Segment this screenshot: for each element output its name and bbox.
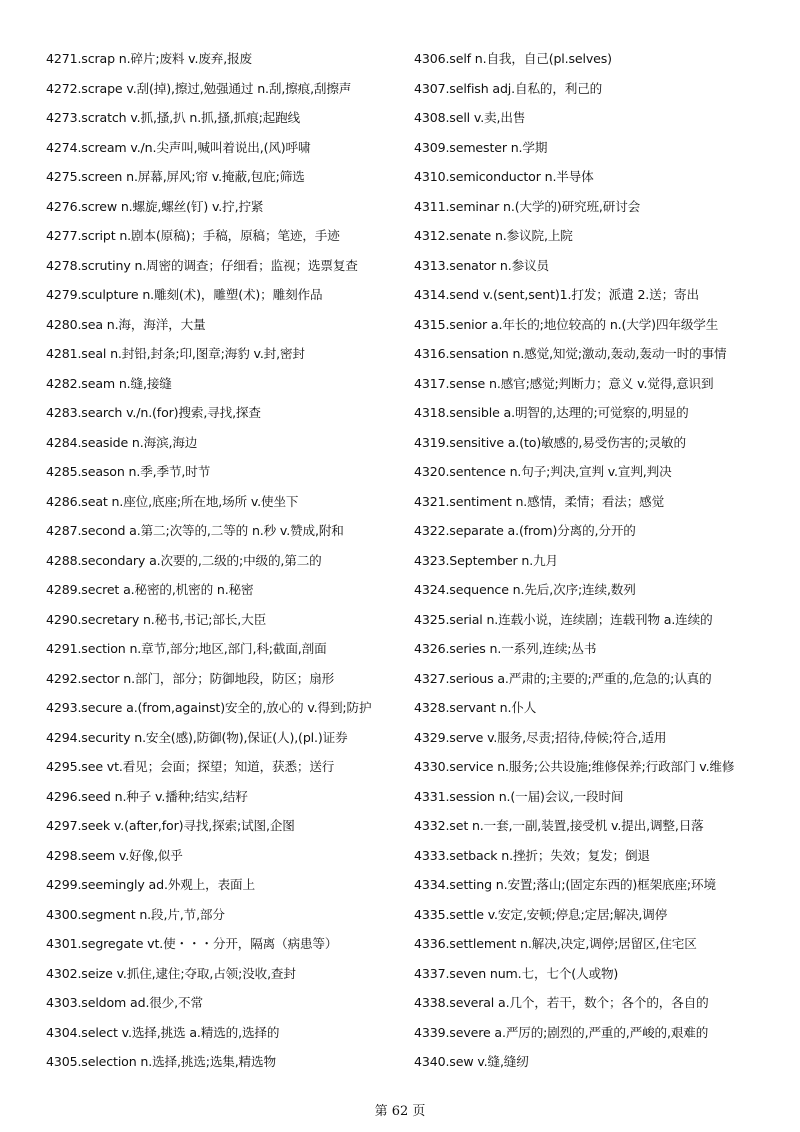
vocab-entry: 4301.segregate vt.使・・・分开，隔离（病患等）: [46, 936, 338, 951]
vocab-entry: 4307.selfish adj.自私的，利己的: [414, 80, 603, 96]
vocab-entry: 4302.seize v.抓住,逮住;夺取,占领;没收,查封: [46, 965, 296, 981]
vocab-entry: 4334.setting n.安置;落山;(固定东西的)框架底座;环境: [414, 877, 716, 892]
vocab-entry: 4277.script n.剧本(原稿)；手稿，原稿；笔迹，手迹: [46, 228, 340, 243]
vocab-entry: 4276.screw n.螺旋,螺丝(钉) v.拧,拧紧: [46, 198, 264, 214]
page-number: 第 62 页: [374, 1104, 426, 1119]
vocab-entry: 4290.secretary n.秘书,书记;部长,大臣: [46, 611, 267, 627]
vocab-entry: 4304.select v.选择,挑选 a.精选的,选择的: [46, 1024, 280, 1040]
vocab-entry: 4284.seaside n.海滨,海边: [46, 434, 198, 450]
vocab-entry: 4303.seldom ad.很少,不常: [46, 995, 203, 1010]
vocab-entry: 4308.sell v.卖,出售: [414, 110, 526, 125]
vocab-entry: 4274.scream v./n.尖声叫,喊叫着说出,(风)呼啸: [46, 139, 311, 155]
vocab-entry: 4279.sculpture n.雕刻(术)，雕塑(术)；雕刻作品: [46, 287, 323, 302]
vocab-entry: 4335.settle v.安定,安顿;停息;定居;解决,调停: [414, 906, 668, 922]
vocab-entry: 4292.sector n.部门，部分；防御地段，防区；扇形: [46, 670, 335, 686]
vocab-entry: 4289.secret a.秘密的,机密的 n.秘密: [46, 582, 254, 597]
vocab-entry: 4321.sentiment n.感情，柔情；看法；感觉: [414, 493, 665, 509]
vocab-entry: 4285.season n.季,季节,时节: [46, 464, 211, 479]
vocab-entry: 4300.segment n.段,片,节,部分: [46, 906, 225, 922]
vocab-entry: 4275.screen n.屏幕,屏风;帘 v.掩蔽,包庇;筛选: [46, 169, 305, 184]
vocab-entry: 4299.seemingly ad.外观上，表面上: [46, 877, 255, 892]
vocab-entry: 4339.severe a.严厉的;剧烈的,严重的,严峻的,艰难的: [414, 1024, 709, 1040]
vocab-entry: 4314.send v.(sent,sent)1.打发；派遣 2.送；寄出: [414, 287, 699, 302]
right-column: [414, 44, 758, 1077]
vocab-entry: 4337.seven num.七，七个(人或物): [414, 965, 619, 981]
vocab-entry: 4287.second a.第二;次等的,二等的 n.秒 v.赞成,附和: [46, 523, 344, 538]
vocab-entry: 4283.search v./n.(for)搜索,寻找,探查: [46, 405, 261, 420]
vocab-entry: 4291.section n.章节,部分;地区,部门,科;截面,剖面: [46, 641, 327, 656]
vocab-entry: 4312.senate n.参议院,上院: [414, 228, 573, 243]
vocab-entry: 4316.sensation n.感觉,知觉;激动,轰动,轰动一时的事情: [414, 346, 727, 361]
vocab-entry: 4318.sensible a.明智的,达理的;可觉察的,明显的: [414, 405, 689, 420]
vocab-entry: 4282.seam n.缝,接缝: [46, 375, 172, 391]
left-column: [46, 44, 386, 1077]
vocab-entry: 4297.seek v.(after,for)寻找,探索;试图,企图: [46, 818, 295, 833]
vocab-entry: 4278.scrutiny n.周密的调查；仔细看；监视；选票复查: [46, 257, 358, 273]
vocab-entry: 4310.semiconductor n.半导体: [414, 169, 594, 184]
vocab-entry: 4315.senior a.年长的;地位较高的 n.(大学)四年级学生: [414, 316, 719, 332]
vocab-entry: 4330.service n.服务;公共设施;维修保养;行政部门 v.维修: [414, 759, 735, 774]
vocab-entry: 4313.senator n.参议员: [414, 257, 549, 273]
vocab-entry: 4323.September n.九月: [414, 552, 558, 568]
vocab-entry: 4325.serial n.连载小说，连续剧；连载刊物 a.连续的: [414, 611, 713, 627]
vocab-entry: 4328.servant n.仆人: [414, 700, 537, 715]
vocab-entry: 4281.seal n.封铅,封条;印,图章;海豹 v.封,密封: [46, 346, 305, 361]
vocab-entry: 4322.separate a.(from)分离的,分开的: [414, 523, 636, 538]
vocab-entry: 4324.sequence n.先后,次序;连续,数列: [414, 582, 636, 597]
vocab-entry: 4273.scratch v.抓,搔,扒 n.抓,搔,抓痕;起跑线: [46, 110, 300, 125]
vocab-entry: 4309.semester n.学期: [414, 139, 548, 155]
vocab-entry: 4298.seem v.好像,似乎: [46, 847, 183, 863]
vocab-entry: 4329.serve v.服务,尽责;招待,侍候;符合,适用: [414, 729, 667, 745]
vocab-entry: 4336.settlement n.解决,决定,调停;居留区,住宅区: [414, 936, 697, 951]
vocab-entry: 4332.set n.一套,一副,装置,接受机 v.提出,调整,日落: [414, 818, 704, 833]
vocab-entry: 4286.seat n.座位,底座;所在地,场所 v.使坐下: [46, 493, 299, 509]
vocab-entry: 4319.sensitive a.(to)敏感的,易受伤害的;灵敏的: [414, 434, 686, 450]
vocab-entry: 4333.setback n.挫折；失效；复发；倒退: [414, 847, 650, 863]
vocab-entry: 4327.serious a.严肃的;主要的;严重的,危急的;认真的: [414, 670, 712, 686]
vocab-entry: 4340.sew v.缝,缝纫: [414, 1054, 529, 1069]
vocab-entry: 4338.several a.几个，若干，数个；各个的，各自的: [414, 995, 709, 1010]
vocab-entry: 4326.series n.一系列,连续;丛书: [414, 641, 597, 656]
vocab-entry: 4294.security n.安全(感),防御(物),保证(人),(pl.)证券: [46, 729, 348, 745]
vocab-entry: 4272.scrape v.刮(掉),擦过,勉强通过 n.刮,擦痕,刮擦声: [46, 80, 352, 96]
vocab-entry: 4295.see vt.看见；会面；探望；知道，获悉；送行: [46, 759, 335, 774]
vocab-entry: 4293.secure a.(from,against)安全的,放心的 v.得到;防护: [46, 700, 372, 715]
vocab-entry: 4271.scrap n.碎片;废料 v.废弃,报废: [46, 51, 252, 66]
vocab-entry: 4331.session n.(一届)会议,一段时间: [414, 788, 624, 804]
vocab-entry: 4305.selection n.选择,挑选;选集,精选物: [46, 1054, 276, 1069]
vocab-entry: 4280.sea n.海，海洋，大量: [46, 316, 206, 332]
vocab-entry: 4296.seed n.种子 v.播种;结实,结籽: [46, 788, 248, 804]
vocab-entry: 4317.sense n.感官;感觉;判断力；意义 v.觉得,意识到: [414, 375, 714, 391]
vocab-entry: 4306.self n.自我，自己(pl.selves): [414, 51, 612, 66]
vocab-entry: 4320.sentence n.句子;判决,宣判 v.宣判,判决: [414, 464, 672, 479]
vocab-entry: 4311.seminar n.(大学的)研究班,研讨会: [414, 198, 641, 214]
vocab-entry: 4288.secondary a.次要的,二级的;中级的,第二的: [46, 552, 322, 568]
